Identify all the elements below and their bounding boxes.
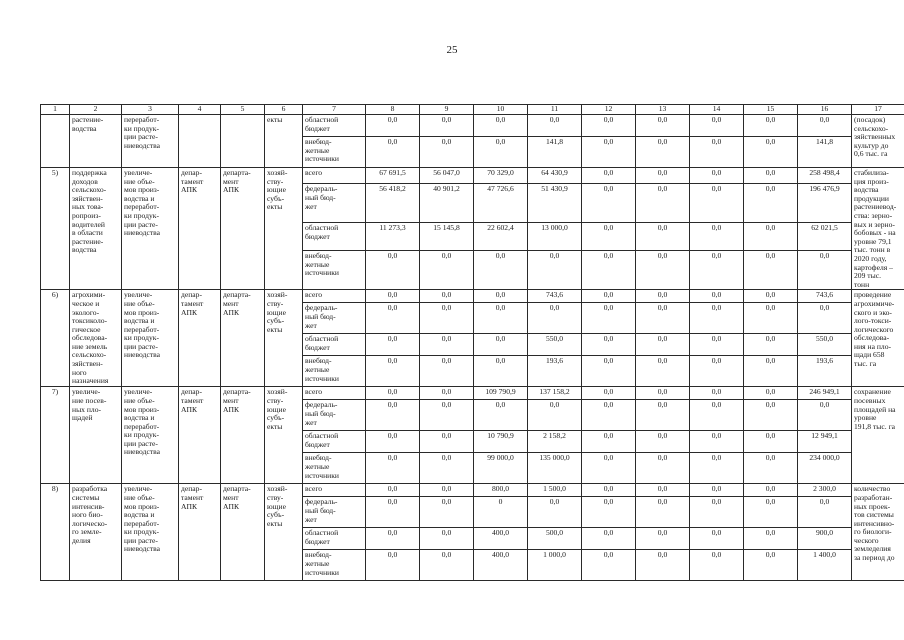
value-cell: 0,0 xyxy=(744,137,798,168)
column-number-cell: 4 xyxy=(179,105,221,115)
column-number-cell: 8 xyxy=(366,105,420,115)
value-cell: 40 901,2 xyxy=(420,184,474,223)
value-cell: 0,0 xyxy=(744,484,798,497)
column-number-cell: 14 xyxy=(690,105,744,115)
value-cell: 0,0 xyxy=(474,251,528,290)
value-cell: 64 430,9 xyxy=(528,168,582,184)
measure-name-cell: агрохими- ческое и эколого- токсиколо- гическое обследова- ние земель сельскохо- зяйствен- ного назначения xyxy=(70,290,122,387)
value-cell: 0,0 xyxy=(636,290,690,303)
expected-result-cell: количество разработан- ных проек- тов системы интенсивно- го биологи- ческого земледелия за период до xyxy=(852,484,904,581)
value-cell: 0,0 xyxy=(528,497,582,528)
item-number-cell xyxy=(41,115,70,168)
value-cell: 0,0 xyxy=(420,387,474,400)
value-cell: 13 000,0 xyxy=(528,223,582,251)
table-row xyxy=(41,168,904,184)
value-cell: 0,0 xyxy=(798,400,852,431)
coexecutor-cell: департа- мент АПК xyxy=(221,484,265,581)
value-cell: 0,0 xyxy=(366,251,420,290)
page-number: 25 xyxy=(446,44,458,56)
value-cell: 0,0 xyxy=(420,137,474,168)
value-cell: 0,0 xyxy=(366,550,420,581)
value-cell: 1 500,0 xyxy=(528,484,582,497)
participant-cell: екты xyxy=(265,115,303,168)
value-cell: 0,0 xyxy=(798,115,852,137)
funding-source-cell: областной бюджет xyxy=(303,223,366,251)
table-row xyxy=(41,484,904,497)
value-cell: 193,6 xyxy=(528,356,582,387)
participant-cell: хозяй- ству- ющие субъ- екты xyxy=(265,387,303,484)
value-cell: 0,0 xyxy=(366,484,420,497)
value-cell: 500,0 xyxy=(528,528,582,550)
value-cell: 0,0 xyxy=(798,497,852,528)
value-cell: 400,0 xyxy=(474,528,528,550)
table-row xyxy=(41,290,904,303)
value-cell: 0,0 xyxy=(636,528,690,550)
funding-source-cell: всего xyxy=(303,484,366,497)
value-cell: 743,6 xyxy=(528,290,582,303)
column-number-cell: 13 xyxy=(636,105,690,115)
item-number-cell: 6) xyxy=(41,290,70,387)
value-cell: 2 158,2 xyxy=(528,431,582,453)
measure-goal-cell: увеличе- ние объе- мов произ- водства и переработ- ки продук- ции расте- ниеводства xyxy=(122,168,179,290)
value-cell: 0,0 xyxy=(744,400,798,431)
value-cell: 0,0 xyxy=(690,115,744,137)
value-cell: 0,0 xyxy=(636,484,690,497)
value-cell: 0,0 xyxy=(690,290,744,303)
value-cell: 56 418,2 xyxy=(366,184,420,223)
value-cell: 99 000,0 xyxy=(474,453,528,484)
value-cell: 70 329,0 xyxy=(474,168,528,184)
value-cell: 1 000,0 xyxy=(528,550,582,581)
coexecutor-cell: департа- мент АПК xyxy=(221,290,265,387)
funding-source-cell: внебюд- жетные источники xyxy=(303,356,366,387)
column-number-cell: 5 xyxy=(221,105,265,115)
value-cell: 0,0 xyxy=(474,400,528,431)
value-cell: 550,0 xyxy=(798,334,852,356)
value-cell: 0,0 xyxy=(636,334,690,356)
value-cell: 0,0 xyxy=(744,251,798,290)
value-cell: 0,0 xyxy=(420,497,474,528)
value-cell: 47 726,6 xyxy=(474,184,528,223)
budget-table xyxy=(40,104,904,581)
value-cell: 0,0 xyxy=(798,251,852,290)
participant-cell: хозяй- ству- ющие субъ- екты xyxy=(265,484,303,581)
funding-source-cell: всего xyxy=(303,387,366,400)
value-cell: 0,0 xyxy=(420,115,474,137)
expected-result-cell: стабилиза- ция произ- водства продукции растениевод- ства: зерно- вых и зерно- бобовых - на уровне 79,1 тыс. тонн в 2020 году, картофеля – 209 тыс. тонн xyxy=(852,168,904,290)
value-cell: 22 602,4 xyxy=(474,223,528,251)
value-cell: 0,0 xyxy=(798,303,852,334)
value-cell: 0,0 xyxy=(690,550,744,581)
value-cell: 67 691,5 xyxy=(366,168,420,184)
value-cell: 0,0 xyxy=(744,453,798,484)
column-number-row xyxy=(41,105,904,115)
value-cell: 0,0 xyxy=(636,223,690,251)
measure-name-cell: поддержка доходов сельскохо- зяйствен- ных това- ропроиз- водителей в области растение- водства xyxy=(70,168,122,290)
column-number-cell: 10 xyxy=(474,105,528,115)
value-cell: 0,0 xyxy=(744,184,798,223)
value-cell: 1 400,0 xyxy=(798,550,852,581)
value-cell: 0,0 xyxy=(744,497,798,528)
expected-result-cell: проведение агрохимиче- ского и эко- лого-токси- логического обследова- ния на пло- щади 658 тыс. га xyxy=(852,290,904,387)
column-number-cell: 17 xyxy=(852,105,904,115)
value-cell: 0,0 xyxy=(366,528,420,550)
value-cell: 0,0 xyxy=(744,550,798,581)
responsible-cell: депар- тамент АПК xyxy=(179,484,221,581)
participant-cell: хозяй- ству- ющие субъ- екты xyxy=(265,168,303,290)
coexecutor-cell: департа- мент АПК xyxy=(221,387,265,484)
value-cell: 0,0 xyxy=(636,137,690,168)
value-cell: 135 000,0 xyxy=(528,453,582,484)
funding-source-cell: внебюд- жетные источники xyxy=(303,251,366,290)
value-cell: 141,8 xyxy=(798,137,852,168)
value-cell: 0,0 xyxy=(636,356,690,387)
participant-cell: хозяй- ству- ющие субъ- екты xyxy=(265,290,303,387)
measure-goal-cell: увеличе- ние объе- мов произ- водства и переработ- ки продук- ции расте- ниеводства xyxy=(122,290,179,387)
value-cell: 0,0 xyxy=(690,484,744,497)
value-cell: 196 476,9 xyxy=(798,184,852,223)
funding-source-cell: внебюд- жетные источники xyxy=(303,137,366,168)
value-cell: 0,0 xyxy=(582,137,636,168)
value-cell: 0,0 xyxy=(636,387,690,400)
item-number-cell: 5) xyxy=(41,168,70,290)
column-number-cell: 9 xyxy=(420,105,474,115)
value-cell: 0,0 xyxy=(528,303,582,334)
value-cell: 0,0 xyxy=(366,115,420,137)
value-cell: 900,0 xyxy=(798,528,852,550)
value-cell: 400,0 xyxy=(474,550,528,581)
funding-source-cell: федераль- ный бюд- жет xyxy=(303,303,366,334)
value-cell: 0,0 xyxy=(582,223,636,251)
funding-source-cell: федераль- ный бюд- жет xyxy=(303,184,366,223)
column-number-cell: 1 xyxy=(41,105,70,115)
value-cell: 0,0 xyxy=(528,400,582,431)
funding-source-cell: областной бюджет xyxy=(303,334,366,356)
value-cell: 0,0 xyxy=(420,453,474,484)
measure-goal-cell: переработ- ки продук- ции расте- ниеводства xyxy=(122,115,179,168)
value-cell: 258 498,4 xyxy=(798,168,852,184)
value-cell: 0,0 xyxy=(582,115,636,137)
value-cell: 0,0 xyxy=(744,356,798,387)
table-row xyxy=(41,115,904,137)
value-cell: 0,0 xyxy=(582,251,636,290)
value-cell: 0,0 xyxy=(420,356,474,387)
column-number-cell: 12 xyxy=(582,105,636,115)
value-cell: 0,0 xyxy=(636,400,690,431)
value-cell: 0,0 xyxy=(474,356,528,387)
coexecutor-cell xyxy=(221,115,265,168)
value-cell: 0,0 xyxy=(582,334,636,356)
measure-name-cell: разработка системы интенсив- ного био- логическо- го земле- делия xyxy=(70,484,122,581)
value-cell: 0,0 xyxy=(474,137,528,168)
value-cell: 0,0 xyxy=(636,168,690,184)
table-body xyxy=(41,105,904,581)
value-cell: 0,0 xyxy=(636,115,690,137)
value-cell: 0,0 xyxy=(366,497,420,528)
value-cell: 0,0 xyxy=(474,115,528,137)
value-cell: 0,0 xyxy=(366,400,420,431)
value-cell: 0,0 xyxy=(636,303,690,334)
responsible-cell: депар- тамент АПК xyxy=(179,290,221,387)
value-cell: 0,0 xyxy=(420,334,474,356)
value-cell: 11 273,3 xyxy=(366,223,420,251)
value-cell: 550,0 xyxy=(528,334,582,356)
funding-source-cell: внебюд- жетные источники xyxy=(303,550,366,581)
value-cell: 12 949,1 xyxy=(798,431,852,453)
value-cell: 0 xyxy=(474,497,528,528)
value-cell: 0,0 xyxy=(474,334,528,356)
value-cell: 0,0 xyxy=(744,528,798,550)
value-cell: 0,0 xyxy=(582,290,636,303)
value-cell: 0,0 xyxy=(690,497,744,528)
value-cell: 234 000,0 xyxy=(798,453,852,484)
value-cell: 0,0 xyxy=(582,400,636,431)
value-cell: 0,0 xyxy=(744,334,798,356)
value-cell: 0,0 xyxy=(744,387,798,400)
value-cell: 0,0 xyxy=(474,290,528,303)
value-cell: 0,0 xyxy=(636,431,690,453)
value-cell: 800,0 xyxy=(474,484,528,497)
expected-result-cell: (посадок) сельскохо- зяйственных культур до 0,6 тыс. га xyxy=(852,115,904,168)
value-cell: 0,0 xyxy=(582,184,636,223)
value-cell: 0,0 xyxy=(366,303,420,334)
value-cell: 0,0 xyxy=(582,550,636,581)
value-cell: 0,0 xyxy=(420,550,474,581)
value-cell: 0,0 xyxy=(582,528,636,550)
expected-result-cell: сохранение посевных площадей на уровне 191,8 тыс. га xyxy=(852,387,904,484)
value-cell: 0,0 xyxy=(582,497,636,528)
value-cell: 2 300,0 xyxy=(798,484,852,497)
value-cell: 0,0 xyxy=(582,453,636,484)
value-cell: 0,0 xyxy=(690,387,744,400)
value-cell: 0,0 xyxy=(582,431,636,453)
value-cell: 0,0 xyxy=(690,400,744,431)
value-cell: 0,0 xyxy=(690,168,744,184)
value-cell: 0,0 xyxy=(636,184,690,223)
responsible-cell xyxy=(179,115,221,168)
value-cell: 0,0 xyxy=(690,356,744,387)
measure-name-cell: увеличе- ние посев- ных пло- щадей xyxy=(70,387,122,484)
column-number-cell: 11 xyxy=(528,105,582,115)
value-cell: 0,0 xyxy=(420,251,474,290)
funding-source-cell: федераль- ный бюд- жет xyxy=(303,400,366,431)
item-number-cell: 7) xyxy=(41,387,70,484)
value-cell: 0,0 xyxy=(690,137,744,168)
value-cell: 15 145,8 xyxy=(420,223,474,251)
value-cell: 51 430,9 xyxy=(528,184,582,223)
value-cell: 0,0 xyxy=(744,115,798,137)
item-number-cell: 8) xyxy=(41,484,70,581)
value-cell: 0,0 xyxy=(744,290,798,303)
value-cell: 0,0 xyxy=(420,528,474,550)
value-cell: 0,0 xyxy=(366,431,420,453)
value-cell: 141,8 xyxy=(528,137,582,168)
value-cell: 0,0 xyxy=(690,453,744,484)
value-cell: 137 158,2 xyxy=(528,387,582,400)
value-cell: 0,0 xyxy=(690,184,744,223)
funding-source-cell: внебюд- жетные источники xyxy=(303,453,366,484)
responsible-cell: депар- тамент АПК xyxy=(179,387,221,484)
measure-goal-cell: увеличе- ние объе- мов произ- водства и переработ- ки продук- ции расте- ниеводства xyxy=(122,387,179,484)
value-cell: 0,0 xyxy=(528,251,582,290)
table-row xyxy=(41,387,904,400)
value-cell: 0,0 xyxy=(420,290,474,303)
value-cell: 56 047,0 xyxy=(420,168,474,184)
responsible-cell: депар- тамент АПК xyxy=(179,168,221,290)
column-number-cell: 3 xyxy=(122,105,179,115)
value-cell: 0,0 xyxy=(582,168,636,184)
value-cell: 0,0 xyxy=(690,223,744,251)
value-cell: 0,0 xyxy=(420,303,474,334)
column-number-cell: 2 xyxy=(70,105,122,115)
value-cell: 193,6 xyxy=(798,356,852,387)
value-cell: 0,0 xyxy=(366,137,420,168)
value-cell: 109 790,9 xyxy=(474,387,528,400)
value-cell: 0,0 xyxy=(636,497,690,528)
funding-source-cell: всего xyxy=(303,168,366,184)
value-cell: 10 790,9 xyxy=(474,431,528,453)
value-cell: 0,0 xyxy=(420,400,474,431)
value-cell: 0,0 xyxy=(690,334,744,356)
funding-source-cell: областной бюджет xyxy=(303,115,366,137)
funding-source-cell: всего xyxy=(303,290,366,303)
value-cell: 0,0 xyxy=(366,356,420,387)
value-cell: 743,6 xyxy=(798,290,852,303)
column-number-cell: 6 xyxy=(265,105,303,115)
value-cell: 0,0 xyxy=(636,453,690,484)
value-cell: 246 949,1 xyxy=(798,387,852,400)
value-cell: 0,0 xyxy=(636,251,690,290)
value-cell: 0,0 xyxy=(582,484,636,497)
value-cell: 0,0 xyxy=(528,115,582,137)
measure-name-cell: растение- водства xyxy=(70,115,122,168)
value-cell: 0,0 xyxy=(474,303,528,334)
value-cell: 0,0 xyxy=(366,334,420,356)
funding-source-cell: областной бюджет xyxy=(303,528,366,550)
funding-source-cell: федераль- ный бюд- жет xyxy=(303,497,366,528)
value-cell: 0,0 xyxy=(636,550,690,581)
value-cell: 0,0 xyxy=(420,431,474,453)
value-cell: 62 021,5 xyxy=(798,223,852,251)
value-cell: 0,0 xyxy=(744,303,798,334)
column-number-cell: 16 xyxy=(798,105,852,115)
funding-source-cell: областной бюджет xyxy=(303,431,366,453)
value-cell: 0,0 xyxy=(690,528,744,550)
value-cell: 0,0 xyxy=(744,168,798,184)
value-cell: 0,0 xyxy=(582,303,636,334)
value-cell: 0,0 xyxy=(582,356,636,387)
value-cell: 0,0 xyxy=(690,251,744,290)
column-number-cell: 15 xyxy=(744,105,798,115)
value-cell: 0,0 xyxy=(366,290,420,303)
value-cell: 0,0 xyxy=(582,387,636,400)
coexecutor-cell: департа- мент АПК xyxy=(221,168,265,290)
value-cell: 0,0 xyxy=(690,303,744,334)
value-cell: 0,0 xyxy=(420,484,474,497)
value-cell: 0,0 xyxy=(690,431,744,453)
measure-goal-cell: увеличе- ние объе- мов произ- водства и переработ- ки продук- ции расте- ниеводства xyxy=(122,484,179,581)
column-number-cell: 7 xyxy=(303,105,366,115)
value-cell: 0,0 xyxy=(366,453,420,484)
value-cell: 0,0 xyxy=(366,387,420,400)
value-cell: 0,0 xyxy=(744,223,798,251)
value-cell: 0,0 xyxy=(744,431,798,453)
